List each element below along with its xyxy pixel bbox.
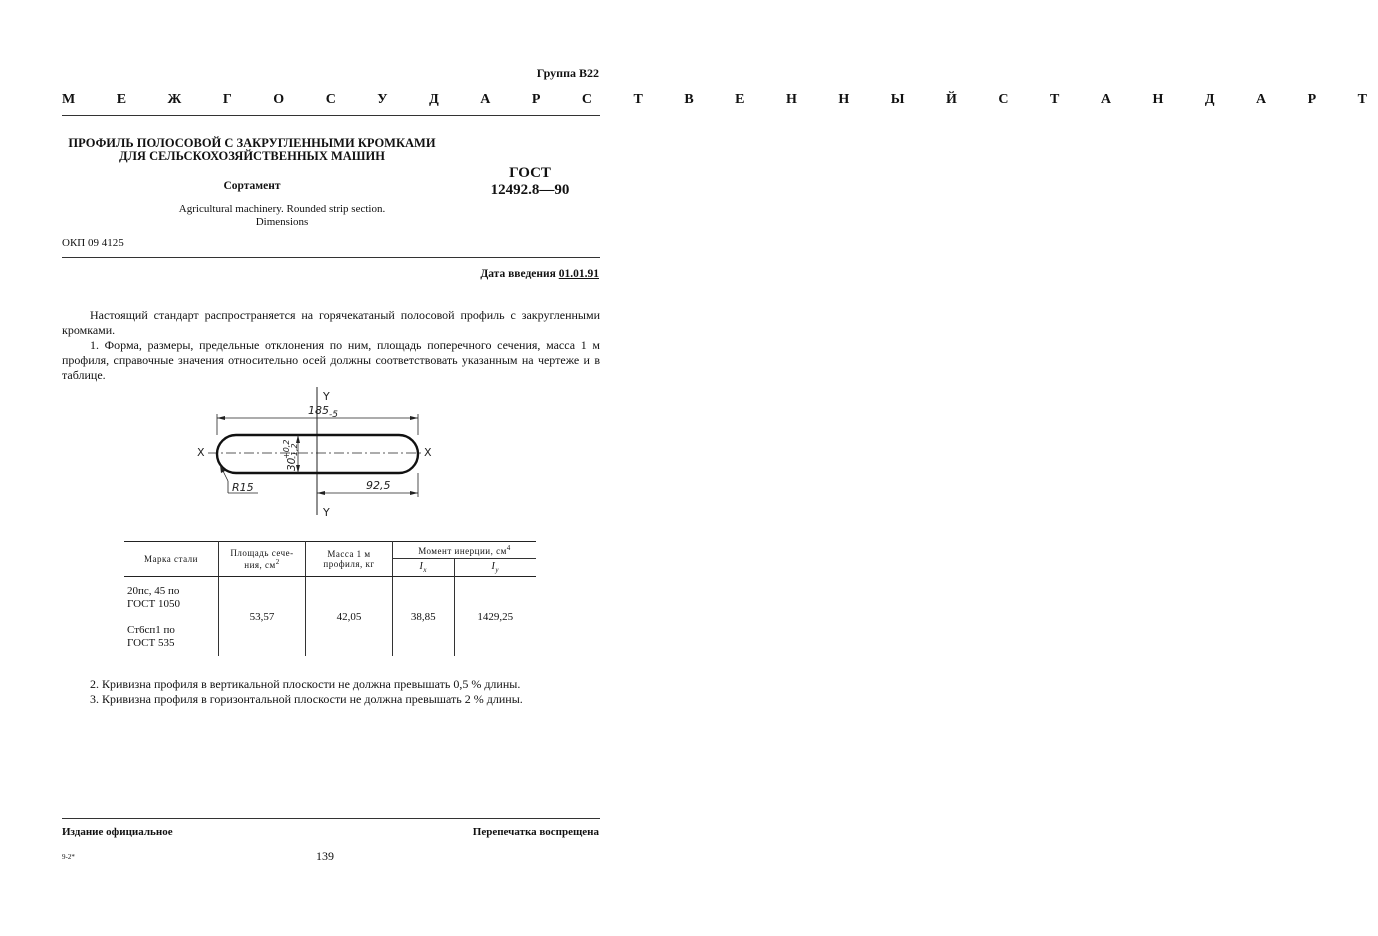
gost-designation (470, 165, 590, 199)
col-header-ix-main: I (419, 561, 424, 572)
steel-grade-line-2: ГОСТ 1050 (127, 598, 180, 610)
col-header-iy-sub: y (495, 566, 499, 574)
document-title (62, 137, 442, 163)
height-tolerance-lower: -1,2 (290, 443, 299, 459)
radius-label: R15 (232, 481, 254, 494)
footer-official-edition: Издание официальное (62, 826, 173, 838)
col-header-ix (393, 559, 455, 577)
col-header-mass-line-2: профиля, кг (323, 559, 375, 569)
height-value: 30 (286, 457, 298, 471)
steel-grade-line-4: ГОСТ 535 (127, 637, 175, 649)
gost-number: 12492.8—90 (490, 182, 570, 198)
col-header-iy (454, 559, 536, 577)
paragraph-item-3: 3. Кривизна профиля в горизонтальной плоскости не должна превышать 2 % длины. (90, 692, 523, 706)
width-tolerance: -5 (329, 410, 338, 420)
effective-date (480, 268, 599, 280)
width-value: 185 (308, 404, 329, 417)
english-title-line-1: Agricultural machinery. Rounded strip section. (178, 203, 386, 215)
okp-rule (62, 257, 600, 258)
col-header-area-line-2: ния, см (244, 560, 276, 570)
col-header-steel: Марка стали (124, 542, 219, 577)
effective-date-value: 01.01.91 (558, 268, 599, 280)
col-header-ix-sub: x (423, 566, 427, 574)
group-label: Группа В22 (536, 66, 599, 80)
footer-reprint-notice: Перепечатка воспрещена (472, 826, 599, 838)
col-header-area-line-2-wrap (222, 558, 302, 570)
col-header-mass-line-1: Масса 1 м (327, 549, 371, 559)
x-axis-label-left: X (197, 446, 205, 459)
cell-mass: 42,05 (306, 577, 393, 657)
height-dimension (282, 440, 299, 471)
steel-grade-spacer (127, 611, 215, 624)
paragraph-item-2: 2. Кривизна профиля в вертикальной плоскости не должна превышать 0,5 % длины. (90, 677, 521, 691)
paragraph-scope: Настоящий стандарт распространяется на горячекатаный полосовой профиль с закругленными кромками. (62, 308, 600, 337)
gost-label: ГОСТ (509, 165, 551, 181)
print-code: 9-2* (62, 853, 75, 861)
half-width-arrow-left (317, 491, 325, 495)
okp-code: ОКП 09 4125 (62, 237, 124, 249)
paragraph-item-1: 1. Форма, размеры, предельные отклонения по ним, площадь поперечного сечения, масса 1 м профиля, справочные значения относительно осей должны соответствовать указанным на чертеже и в таблице. (62, 338, 600, 382)
title-line-2: ДЛЯ СЕЛЬСКОХОЗЯЙСТВЕННЫХ МАШИН (119, 149, 385, 163)
x-axis-label-right: X (424, 446, 432, 459)
footer-rule (62, 818, 600, 819)
english-title-line-2: Dimensions (255, 216, 309, 228)
col-header-iy-main: I (491, 561, 496, 572)
col-header-moment (393, 542, 537, 559)
cell-area: 53,57 (219, 577, 306, 657)
col-header-moment-sup: 4 (506, 544, 511, 552)
cell-iy: 1429,25 (454, 577, 536, 657)
english-title (62, 203, 502, 229)
col-header-area (219, 542, 306, 577)
title-line-1: ПРОФИЛЬ ПОЛОСОВОЙ С ЗАКРУГЛЕННЫМИ КРОМКАМИ (68, 136, 436, 150)
page-number: 139 (316, 849, 334, 863)
requirements-text (62, 677, 600, 707)
half-width-arrow-right (410, 491, 418, 495)
col-header-moment-text: Момент инерции, см (418, 546, 507, 556)
height-arrow-top (296, 435, 300, 443)
half-width-label: 92,5 (366, 479, 391, 492)
profile-drawing (180, 385, 460, 520)
intro-text (62, 308, 600, 383)
col-header-area-line-1: Площадь сече- (230, 548, 294, 558)
y-axis-label-top: Y (323, 390, 330, 403)
width-arrow-right (410, 416, 418, 420)
width-arrow-left (217, 416, 225, 420)
height-tolerance-upper: +0,2 (282, 439, 291, 459)
col-header-area-sup: 2 (275, 558, 280, 566)
cell-steel-grades (124, 577, 219, 657)
table-row (124, 577, 536, 657)
y-axis-label-bottom: Y (323, 506, 330, 519)
banner-rule (62, 115, 600, 116)
profile-specification-table (124, 541, 536, 656)
standard-banner: М Е Ж Г О С У Д А Р С Т В Е Н Н Ы Й С Т А Н Д А Р Т (62, 92, 1378, 107)
steel-grade-line-1: 20пс, 45 по (127, 585, 180, 597)
steel-grade-line-3: Ст6сп1 по (127, 624, 175, 636)
effective-date-label: Дата введения (480, 268, 556, 280)
cell-ix: 38,85 (393, 577, 455, 657)
col-header-mass (306, 542, 393, 577)
document-subtitle: Сортамент (223, 180, 281, 192)
